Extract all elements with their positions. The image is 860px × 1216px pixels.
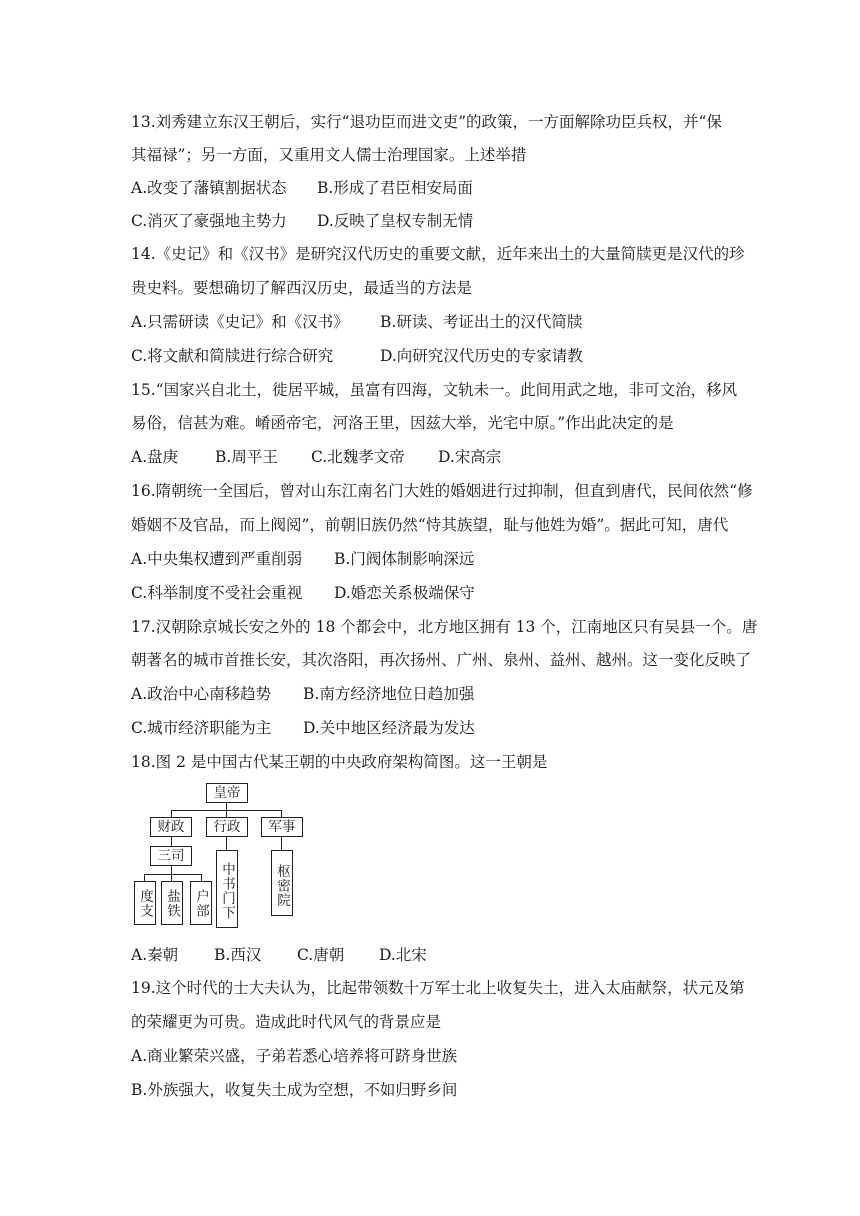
- node-emperor: 皇帝: [206, 783, 248, 803]
- q19-stem-line1: 19.这个时代的士大夫认为，比起带领数十万军士北上收复失土，进入太庙献祭，状元及第: [131, 979, 745, 997]
- q15-option-a: A.盘庚: [131, 448, 179, 466]
- connector: [226, 803, 227, 810]
- node-yantie: 盐铁: [161, 881, 183, 925]
- node-military: 军事: [261, 817, 303, 837]
- q19-option-a: A.商业繁荣兴盛，子弟若悉心培养将可跻身世族: [131, 1047, 458, 1065]
- q14-option-d: D.向研究汉代历史的专家请教: [380, 347, 583, 365]
- connector: [281, 837, 282, 850]
- q13-stem-line1: 13.刘秀建立东汉王朝后，实行“退功臣而进文吏”的政策，一方面解除功臣兵权，并“保: [131, 113, 722, 131]
- node-hubu: 户部: [190, 881, 212, 925]
- q13-option-c: C.消灭了豪强地主势力: [131, 212, 287, 230]
- q16-stem-line1: 16.隋朝统一全国后，曾对山东江南名门大姓的婚姻进行过抑制，但直到唐代，民间依然“修: [131, 482, 753, 500]
- q15-stem-line1: 15.“国家兴自北土，徙居平城，虽富有四海，文轨未一。此间用武之地，非可文治，移风: [131, 381, 738, 399]
- q15-stem-line2: 易俗，信甚为难。崤函帝宅，河洛王里，因兹大举，光宅中原。”作出此决定的是: [131, 414, 674, 432]
- connector: [226, 837, 227, 850]
- q13-option-a: A.改变了藩镇割据状态: [131, 179, 287, 197]
- q15-option-b: B.周平王: [215, 448, 278, 466]
- q17-option-a: A.政治中心南移趋势: [131, 685, 272, 703]
- q14-option-a: A.只需研读《史记》和《汉书》: [131, 313, 349, 331]
- connector: [171, 866, 172, 874]
- node-duzhi: 度支: [134, 881, 156, 925]
- q16-option-d: D.婚恋关系极端保守: [334, 584, 475, 602]
- government-structure-diagram: [131, 781, 311, 931]
- q15-option-c: C.北魏孝文帝: [311, 448, 405, 466]
- q18-option-b: B.西汉: [214, 946, 262, 964]
- q13-stem-line2: 其福禄”；另一方面，又重用文人儒士治理国家。上述举措: [131, 146, 527, 164]
- q16-option-a: A.中央集权遭到严重削弱: [131, 550, 303, 568]
- q18-option-c: C.唐朝: [297, 946, 345, 964]
- q14-stem-line2: 贵史料。要想确切了解西汉历史，最适当的方法是: [131, 279, 473, 297]
- q15-option-d: D.宋高宗: [438, 448, 502, 466]
- q17-option-d: D.关中地区经济最为发达: [303, 719, 475, 737]
- q19-option-b: B.外族强大，收复失土成为空想，不如归野乡间: [131, 1081, 458, 1099]
- connector: [171, 874, 172, 881]
- node-sansi: 三司: [150, 846, 192, 866]
- connector: [144, 874, 145, 881]
- q17-option-b: B.南方经济地位日趋加强: [303, 685, 475, 703]
- connector: [201, 874, 202, 881]
- connector: [226, 810, 227, 817]
- connector: [171, 837, 172, 846]
- connector: [281, 810, 282, 817]
- q13-option-d: D.反映了皇权专制无情: [317, 212, 474, 230]
- q19-stem-line2: 的荣耀更为可贵。造成此时代风气的背景应是: [131, 1013, 442, 1031]
- q13-option-b: B.形成了君臣相安局面: [317, 179, 473, 197]
- q18-option-d: D.北宋: [379, 946, 427, 964]
- q18-stem-line1: 18.图 2 是中国古代某王朝的中央政府架构简图。这一王朝是: [131, 753, 548, 771]
- q14-option-b: B.研读、考证出土的汉代简牍: [380, 313, 583, 331]
- q16-option-c: C.科举制度不受社会重视: [131, 584, 303, 602]
- q14-stem-line1: 14.《史记》和《汉书》是研究汉代历史的重要文献，近年来出土的大量简牍更是汉代的珍: [131, 245, 745, 263]
- q14-option-c: C.将文献和简牍进行综合研究: [131, 347, 334, 365]
- q17-stem-line1: 17.汉朝除京城长安之外的 18 个都会中，北方地区拥有 13 个，江南地区只有吴县一个。唐: [131, 618, 758, 636]
- node-administration: 行政: [206, 817, 248, 837]
- node-shumiyuan: 枢密院: [271, 850, 293, 916]
- connector: [144, 874, 202, 875]
- node-zhongshu-menxia: 中书门下: [216, 850, 238, 928]
- q17-stem-line2: 朝著名的城市首推长安，其次洛阳，再次扬州、广州、泉州、益州、越州。这一变化反映了: [131, 651, 752, 669]
- connector: [171, 810, 172, 817]
- node-finance: 财政: [150, 817, 192, 837]
- q16-option-b: B.门阀体制影响深远: [334, 550, 475, 568]
- q17-option-c: C.城市经济职能为主: [131, 719, 272, 737]
- q16-stem-line2: 婚姻不及官品，而上阀阅”，前朝旧族仍然“恃其族望，耻与他姓为婚”。据此可知，唐代: [131, 516, 729, 534]
- q18-option-a: A.秦朝: [131, 946, 179, 964]
